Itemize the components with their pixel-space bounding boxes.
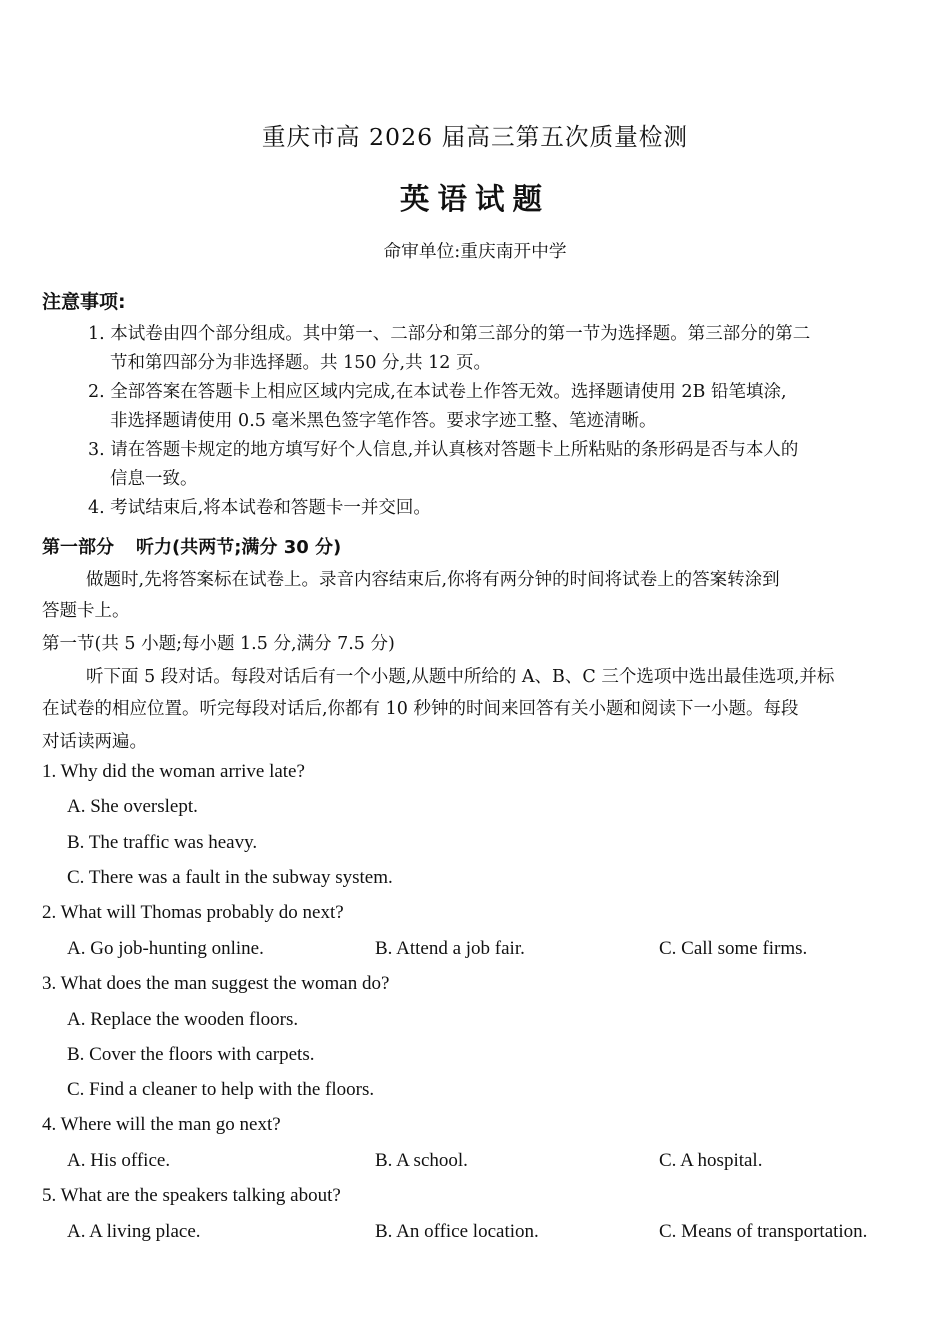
question-3-option-b: B. Cover the floors with carpets. <box>67 1044 315 1065</box>
question-2-option-b: B. Attend a job fair. <box>375 938 525 959</box>
part-1-title: 听力(共两节;满分 30 分) <box>136 537 342 558</box>
notice-item-3-line-2: 信息一致。 <box>110 469 198 489</box>
question-1-option-b: B. The traffic was heavy. <box>67 832 258 853</box>
question-2-option-c: C. Call some firms. <box>659 938 808 959</box>
notice-item-1-line-1: 1. 本试卷由四个部分组成。其中第一、二部分和第三部分的第一节为选择题。第三部分的第二 <box>88 324 811 344</box>
exam-unit: 命审单位:重庆南开中学 <box>383 242 567 262</box>
question-4-stem: 4. Where will the man go next? <box>42 1114 281 1135</box>
section-1-instr-line-3: 对话读两遍。 <box>42 732 147 752</box>
question-5-option-a: A. A living place. <box>67 1221 201 1242</box>
question-3-option-a: A. Replace the wooden floors. <box>67 1009 299 1030</box>
part-1-heading <box>42 533 341 559</box>
notice-heading: 注意事项: <box>42 291 126 313</box>
notice-item-3-line-1: 3. 请在答题卡规定的地方填写好个人信息,并认真核对答题卡上所粘贴的条形码是否与本人的 <box>88 440 799 460</box>
part-1-intro-line-2: 答题卡上。 <box>42 601 130 621</box>
notice-item-2-line-2: 非选择题请使用 0.5 毫米黑色签字笔作答。要求字迹工整、笔迹清晰。 <box>110 411 657 431</box>
question-1-option-c: C. There was a fault in the subway system. <box>67 867 393 888</box>
section-1-heading: 第一节(共 5 小题;每小题 1.5 分,满分 7.5 分) <box>42 634 395 654</box>
notice-item-4-line-1: 4. 考试结束后,将本试卷和答题卡一并交回。 <box>88 498 431 518</box>
question-3-stem: 3. What does the man suggest the woman do? <box>42 973 390 994</box>
notice-item-1-line-2: 节和第四部分为非选择题。共 150 分,共 12 页。 <box>110 353 491 373</box>
part-1-label: 第一部分 <box>42 537 114 558</box>
section-1-instr-line-2: 在试卷的相应位置。听完每段对话后,你都有 10 秒钟的时间来回答有关小题和阅读下一小题。每段 <box>42 699 799 719</box>
section-1-instr-line-1: 听下面 5 段对话。每段对话后有一个小题,从题中所给的 A、B、C 三个选项中选出最佳选项,并标 <box>86 667 835 687</box>
question-4-option-a: A. His office. <box>67 1150 171 1171</box>
part-1-intro-line-1: 做题时,先将答案标在试卷上。录音内容结束后,你将有两分钟的时间将试卷上的答案转涂到 <box>86 570 780 590</box>
question-4-option-b: B. A school. <box>375 1150 468 1171</box>
exam-subject: 英语试题 <box>399 182 551 216</box>
notice-item-2-line-1: 2. 全部答案在答题卡上相应区域内完成,在本试卷上作答无效。选择题请使用 2B 铅笔填涂, <box>88 382 787 402</box>
question-4-option-c: C. A hospital. <box>659 1150 763 1171</box>
question-5-option-c: C. Means of transportation. <box>659 1221 868 1242</box>
exam-title: 重庆市高 2026 届高三第五次质量检测 <box>261 123 689 151</box>
question-1-option-a: A. She overslept. <box>67 796 198 817</box>
question-2-option-a: A. Go job-hunting online. <box>67 938 264 959</box>
question-5-option-b: B. An office location. <box>375 1221 539 1242</box>
question-1-stem: 1. Why did the woman arrive late? <box>42 761 305 782</box>
question-2-stem: 2. What will Thomas probably do next? <box>42 902 344 923</box>
question-5-stem: 5. What are the speakers talking about? <box>42 1185 341 1206</box>
question-3-option-c: C. Find a cleaner to help with the floors. <box>67 1079 375 1100</box>
